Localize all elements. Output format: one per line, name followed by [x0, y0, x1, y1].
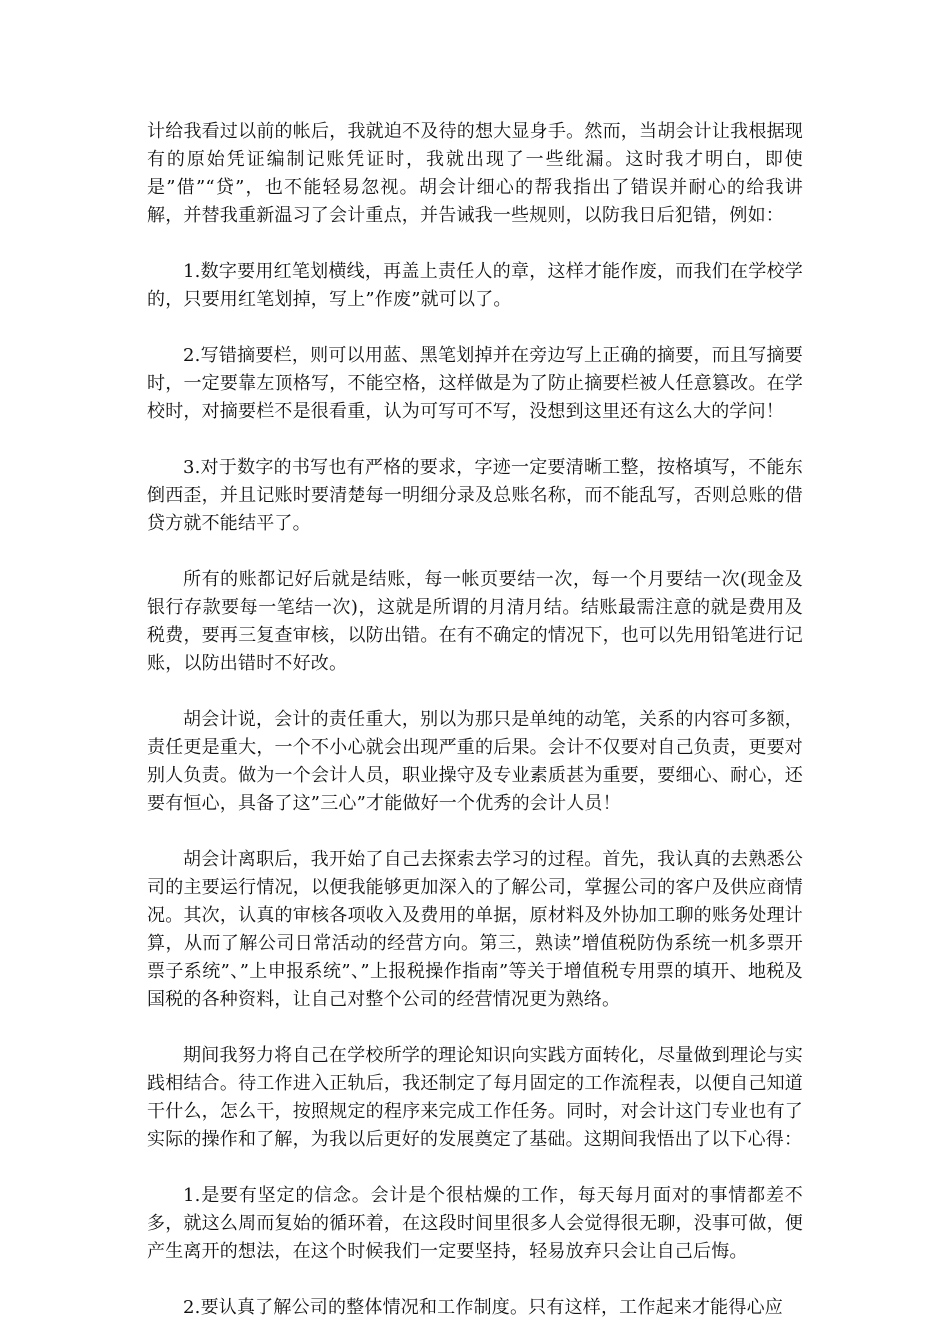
paragraph-insight-2: 2.要认真了解公司的整体情况和工作制度。只有这样，工作起来才能得心应 — [183, 1297, 783, 1318]
paragraph-practice: 期间我努力将自己在学校所学的理论知识向实践方面转化，尽量做到理论与实践相结合。待工作进入正轨后，我还制定了每月固定的工作流程表，以便自己知道干什么，怎么干，按照规定的程序来完成工作任务。同时，对会计这门专业也有了实际的操作和了解，为我以后更好的发展奠定了基础。这期间我悟出了以下心得： — [147, 1045, 803, 1150]
paragraph-self-study: 胡会计离职后，我开始了自己去探索去学习的过程。首先，我认真的去熟悉公司的主要运行情况，以便我能够更加深入的了解公司，掌握公司的客户及供应商情况。其次，认真的审核各项收入及费用的单据，原材料及外协加工聊的账务处理计算，从而了解公司日常活动的经营方向。第三，熟读”增值税防伪系统一机多票开票子系统”、”上申报系统”、”上报税操作指南”等关于增值税专用票的填开、地税及国税的各种资料，让自己对整个公司的经营情况更为熟络。 — [147, 849, 803, 1010]
paragraph-closing-accounts: 所有的账都记好后就是结账，每一帐页要结一次，每一个月要结一次(现金及银行存款要每一笔结一次)，这就是所谓的月清月结。结账最需注意的就是费用及税费，要再三复查审核，以防出错。在有不确定的情况下，也可以先用铅笔进行记账，以防出错时不好改。 — [147, 569, 803, 674]
paragraph-rule-3: 3.对于数字的书写也有严格的要求，字迹一定要清晰工整，按格填写，不能东倒西歪，并且记账时要清楚每一明细分录及总账名称，而不能乱写，否则总账的借贷方就不能结平了。 — [147, 457, 803, 534]
paragraph-rule-2: 2.写错摘要栏，则可以用蓝、黑笔划掉并在旁边写上正确的摘要，而且写摘要时，一定要靠左顶格写，不能空格，这样做是为了防止摘要栏被人任意篡改。在学校时，对摘要栏不是很看重，认为可写可不写，没想到这里还有这么大的学问！ — [147, 345, 803, 422]
paragraph-insight-1: 1.是要有坚定的信念。会计是个很枯燥的工作，每天每月面对的事情都差不多，就这么周而复始的循环着，在这段时间里很多人会觉得很无聊，没事可做，便产生离开的想法，在这个时候我们一定要坚持，轻易放弃只会让自己后悔。 — [147, 1185, 803, 1262]
paragraph-responsibility: 胡会计说，会计的责任重大，别以为那只是单纯的动笔，关系的内容可多额，责任更是重大，一个不小心就会出现严重的后果。会计不仅要对自己负责，更要对别人负责。做为一个会计人员，职业操守及专业素质甚为重要，要细心、耐心，还要有恒心，具备了这”三心”才能做好一个优秀的会计人员！ — [147, 709, 803, 814]
paragraph-intro: 计给我看过以前的帐后，我就迫不及待的想大显身手。然而，当胡会计让我根据现有的原始凭证编制记账凭证时，我就出现了一些纰漏。这时我才明白，即使是”借”“贷”，也不能轻易忽视。胡会计细心的帮我指出了错误并耐心的给我讲解，并替我重新温习了会计重点，并告诫我一些规则，以防我日后犯错，例如： — [147, 121, 803, 226]
document-page — [147, 118, 803, 1322]
paragraph-rule-1: 1.数字要用红笔划横线，再盖上责任人的章，这样才能作废，而我们在学校学的，只要用红笔划掉，写上”作废”就可以了。 — [147, 261, 803, 310]
